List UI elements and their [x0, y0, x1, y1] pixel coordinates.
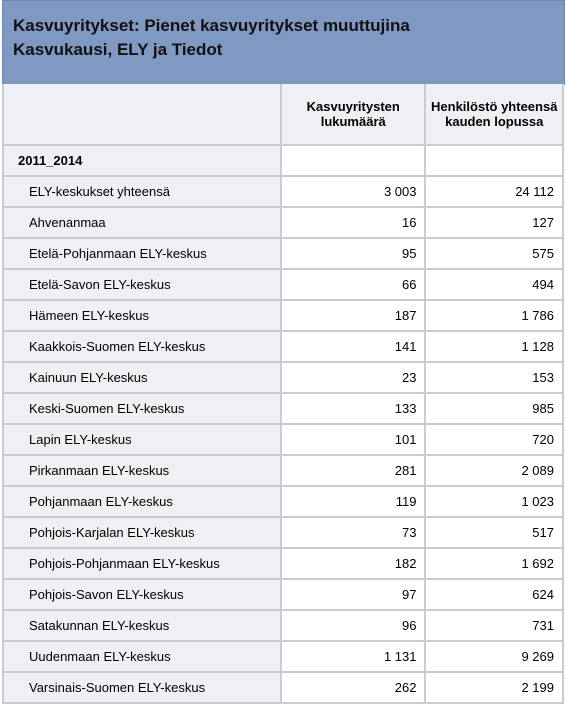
row-label: Ahvenanmaa	[2, 208, 282, 239]
header-row	[2, 84, 564, 146]
row-label: Varsinais-Suomen ELY-keskus	[2, 673, 282, 704]
staff-cell: 720	[426, 425, 564, 456]
table-row	[2, 518, 564, 549]
count-cell: 281	[282, 456, 427, 487]
group-empty-cell	[426, 146, 564, 177]
row-label: ELY-keskukset yhteensä	[2, 177, 282, 208]
count-cell: 16	[282, 208, 427, 239]
table-row	[2, 363, 564, 394]
table-row	[2, 425, 564, 456]
count-cell: 101	[282, 425, 427, 456]
group-label: 2011_2014	[2, 146, 282, 177]
row-label: Kainuun ELY-keskus	[2, 363, 282, 394]
count-cell: 1 131	[282, 642, 427, 673]
row-label: Pohjois-Pohjanmaan ELY-keskus	[2, 549, 282, 580]
staff-cell: 2 199	[426, 673, 564, 704]
column-header-staff[interactable]: Henkilöstö yhteensä kauden lopussa	[426, 84, 564, 146]
table-row	[2, 301, 564, 332]
staff-cell: 624	[426, 580, 564, 611]
row-label: Kaakkois-Suomen ELY-keskus	[2, 332, 282, 363]
staff-cell: 731	[426, 611, 564, 642]
table-row	[2, 611, 564, 642]
staff-cell: 1 128	[426, 332, 564, 363]
table-row	[2, 270, 564, 301]
row-label: Etelä-Pohjanmaan ELY-keskus	[2, 239, 282, 270]
count-cell: 3 003	[282, 177, 427, 208]
staff-cell: 153	[426, 363, 564, 394]
staff-cell: 575	[426, 239, 564, 270]
count-cell: 96	[282, 611, 427, 642]
title-line-2: Kasvukausi, ELY ja Tiedot	[13, 40, 223, 59]
count-cell: 66	[282, 270, 427, 301]
staff-cell: 517	[426, 518, 564, 549]
staff-cell: 24 112	[426, 177, 564, 208]
count-cell: 23	[282, 363, 427, 394]
row-label: Pohjanmaan ELY-keskus	[2, 487, 282, 518]
row-label: Satakunnan ELY-keskus	[2, 611, 282, 642]
row-label: Lapin ELY-keskus	[2, 425, 282, 456]
staff-cell: 9 269	[426, 642, 564, 673]
title-line-1: Kasvuyritykset: Pienet kasvuyritykset muuttujina	[13, 16, 410, 35]
table-row	[2, 642, 564, 673]
staff-cell: 2 089	[426, 456, 564, 487]
count-cell: 141	[282, 332, 427, 363]
staff-cell: 494	[426, 270, 564, 301]
table-row	[2, 580, 564, 611]
count-cell: 95	[282, 239, 427, 270]
staff-cell: 1 786	[426, 301, 564, 332]
row-label: Pohjois-Savon ELY-keskus	[2, 580, 282, 611]
table-row	[2, 456, 564, 487]
count-cell: 187	[282, 301, 427, 332]
table-row	[2, 177, 564, 208]
title-band	[2, 0, 565, 85]
column-header-count[interactable]: Kasvuyritysten lukumäärä	[282, 84, 427, 146]
table-row	[2, 208, 564, 239]
count-cell: 262	[282, 673, 427, 704]
table-row	[2, 487, 564, 518]
row-label: Uudenmaan ELY-keskus	[2, 642, 282, 673]
row-label: Hämeen ELY-keskus	[2, 301, 282, 332]
count-cell: 133	[282, 394, 427, 425]
table-row	[2, 394, 564, 425]
staff-cell: 985	[426, 394, 564, 425]
count-cell: 97	[282, 580, 427, 611]
table-row	[2, 332, 564, 363]
table-row	[2, 239, 564, 270]
group-empty-cell	[282, 146, 427, 177]
row-label: Pohjois-Karjalan ELY-keskus	[2, 518, 282, 549]
table-row	[2, 673, 564, 704]
staff-cell: 1 023	[426, 487, 564, 518]
row-label: Etelä-Savon ELY-keskus	[2, 270, 282, 301]
count-cell: 182	[282, 549, 427, 580]
count-cell: 73	[282, 518, 427, 549]
header-corner	[2, 84, 282, 146]
count-cell: 119	[282, 487, 427, 518]
report-title	[13, 14, 543, 62]
group-row	[2, 146, 564, 177]
table-row	[2, 549, 564, 580]
data-table	[2, 84, 564, 704]
row-label: Pirkanmaan ELY-keskus	[2, 456, 282, 487]
staff-cell: 1 692	[426, 549, 564, 580]
staff-cell: 127	[426, 208, 564, 239]
row-label: Keski-Suomen ELY-keskus	[2, 394, 282, 425]
